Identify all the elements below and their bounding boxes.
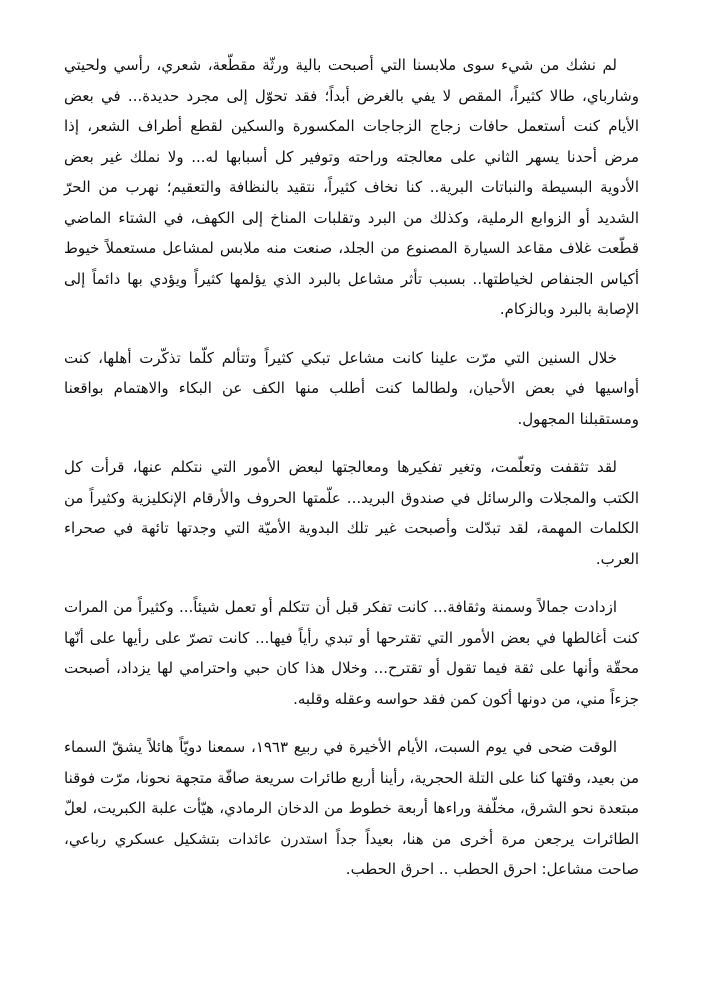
document-page <box>64 50 639 885</box>
paragraph-4: ازدادت جمالاً وسمنة وثقافة... كانت تفكر قبل أن تتكلم أو تعمل شيئاً... وكثيراً من المرات كنت أغالطها في بعض الأمور التي تقترحها أو تبدي رأياً فيها... كانت تصرّ على رأيها على أنّها محقّة وأنها على ثقة فيما تقول أو تقترح... وخلال هذا كان حبي واحترامي لها يزداد، أصبحت جزءاً مني، من دونها أكون كمن فقد حواسه وعقله وقلبه. <box>64 598 639 708</box>
paragraph-3: لقد تثقفت وتعلّمت، وتغير تفكيرها ومعالجتها لبعض الأمور التي نتكلم عنها، قرأت كل الكتب والمجلات والرسائل في صندوق البريد... علّمتها الحروف والأرقام الإنكليزية وكثيراً من الكلمات المهمة، لقد تبدّلت وأصبحت غير تلك البدوية الأميّة التي وجدتها تائهة في صحراء العرب. <box>64 458 639 568</box>
paragraph-2: خلال السنين التي مرّت علينا كانت مشاعل تبكي كثيراً وتتألم كلّما تذكّرت أهلها، كنت أواسيها في بعض الأحيان، ولطالما كنت أطلب منها الكف عن البكاء والاهتمام بواقعنا ومستقبلنا المجهول. <box>64 348 639 428</box>
paragraph-1: لم نشك من شيء سوى ملابسنا التي أصبحت بالية ورثّة مقطّعة، شعري، رأسي ولحيتي وشارباي، طالا كثيراً، المقص لا يفي بالغرض أبداً؛ فقد تحوّل إلى مجرد حديدة... في بعض الأيام كنت أستعمل حافات زجاج الزجاجات المكسورة والسكين لقطع أطراف الشعر، إذا مرض أحدنا يسهر الثاني على معالجته وراحته وتوفير كل أسبابها له... ولا نملك غير بعض الأدوية البسيطة والنباتات البرية.. كنا نخاف كثيراً، نتقيد بالنظافة والتعقيم؛ نهرب من الحرّ الشديد أو الزوابع الرملية، وكذلك من البرد وتقلبات المناخ إلى الكهف، في الشتاء الماضي قطّعت غلاف مقاعد السيارة المصنوع من الجلد، صنعت منه ملابس لمشاعل مستعملاً خيوط أكياس الجنفاص لخياطتها.. بسبب تأثر مشاعل بالبرد الذي يؤلمها كثيراً ويؤدي بها دائماً إلى الإصابة بالبرد وبالزكام. <box>64 56 639 318</box>
paragraph-5: الوقت ضحى في يوم السبت، الأيام الأخيرة في ربيع ١٩٦٣، سمعنا دويّاً هائلاً يشقّ السماء من بعيد، وقتها كنا على التلة الحجرية، رأينا أربع طائرات سريعة صافّة متجهة نحونا، مرّت فوقنا مبتعدة نحو الشرق، مخلّفة وراءها أربعة خطوط من الدخان الرمادي، هيّأت علبة الكبريت، لعلّ الطائرات يرجعن مرة أخرى من هنا، بعيداً جداً استدرن عائدات بتشكيل عسكري رباعي، صاحت مشاعل: احرق الحطب .. احرق الحطب. <box>64 738 639 878</box>
